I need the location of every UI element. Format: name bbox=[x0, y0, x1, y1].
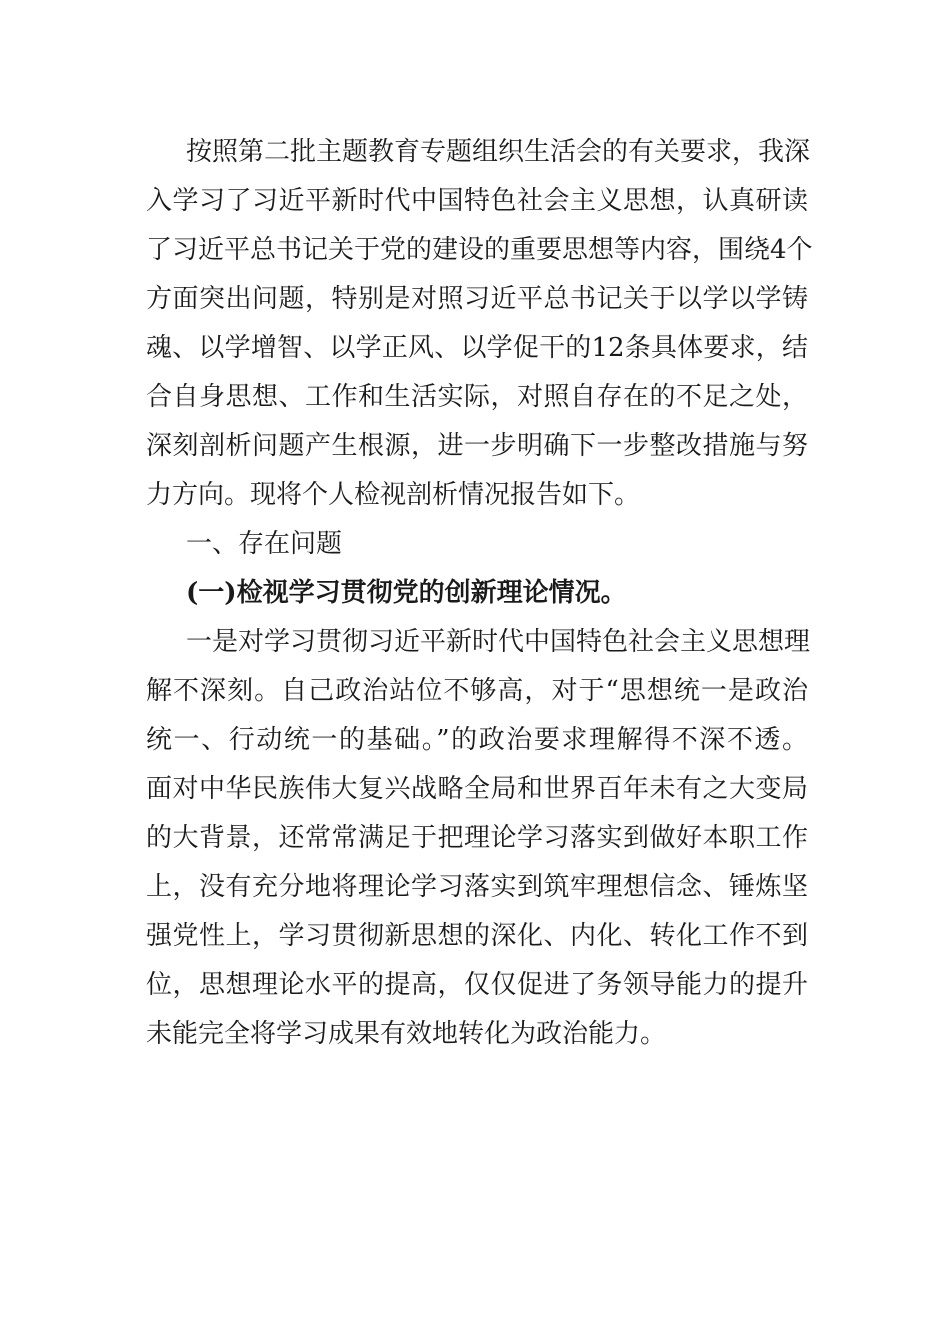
body-paragraph bbox=[146, 618, 811, 1059]
text-line: 强党性上，学习贯彻新思想的深化、内化、转化工作不到 bbox=[146, 921, 808, 951]
text-line: 深刻剖析问题产生根源，进一步明确下一步整改措施与努 bbox=[146, 431, 808, 461]
subsection-heading: (一)检视学习贯彻党的创新理论情况。 bbox=[186, 578, 627, 608]
text-line: 力方向。现将个人检视剖析情况报告如下。 bbox=[146, 480, 641, 510]
text-line: 位，思想理论水平的提高，仅仅促进了务领导能力的提升 bbox=[146, 970, 808, 1000]
text-line: 的大背景，还常常满足于把理论学习落实到做好本职工作 bbox=[146, 823, 808, 853]
text-line: 一是对学习贯彻习近平新时代中国特色社会主义思想理 bbox=[186, 627, 811, 657]
text-line: 统一、行动统一的基础。”的政治要求理解得不深不透。 bbox=[146, 725, 808, 755]
text-line: 上，没有充分地将理论学习落实到筑牢理想信念、锤炼坚 bbox=[146, 872, 808, 902]
text-line: 入学习了习近平新时代中国特色社会主义思想，认真研读 bbox=[146, 186, 808, 216]
document-body bbox=[146, 128, 813, 1059]
text-line: 未能完全将学习成果有效地转化为政治能力。 bbox=[146, 1019, 667, 1049]
text-line: 解不深刻。自己政治站位不够高，对于“思想统一是政治 bbox=[146, 676, 808, 706]
text-line: 面对中华民族伟大复兴战略全局和世界百年未有之大变局 bbox=[146, 774, 808, 804]
section-heading: 一、存在问题 bbox=[186, 529, 343, 559]
text-line: 了习近平总书记关于党的建设的重要思想等内容，围绕4个 bbox=[146, 235, 813, 265]
text-line: 按照第二批主题教育专题组织生活会的有关要求，我深 bbox=[186, 137, 811, 167]
text-line: 魂、以学增智、以学正风、以学促干的12条具体要求，结 bbox=[146, 333, 808, 363]
intro-paragraph bbox=[146, 128, 813, 520]
text-line: 方面突出问题，特别是对照习近平总书记关于以学以学铸 bbox=[146, 284, 808, 314]
text-line: 合自身思想、工作和生活实际，对照自存在的不足之处， bbox=[146, 382, 808, 412]
